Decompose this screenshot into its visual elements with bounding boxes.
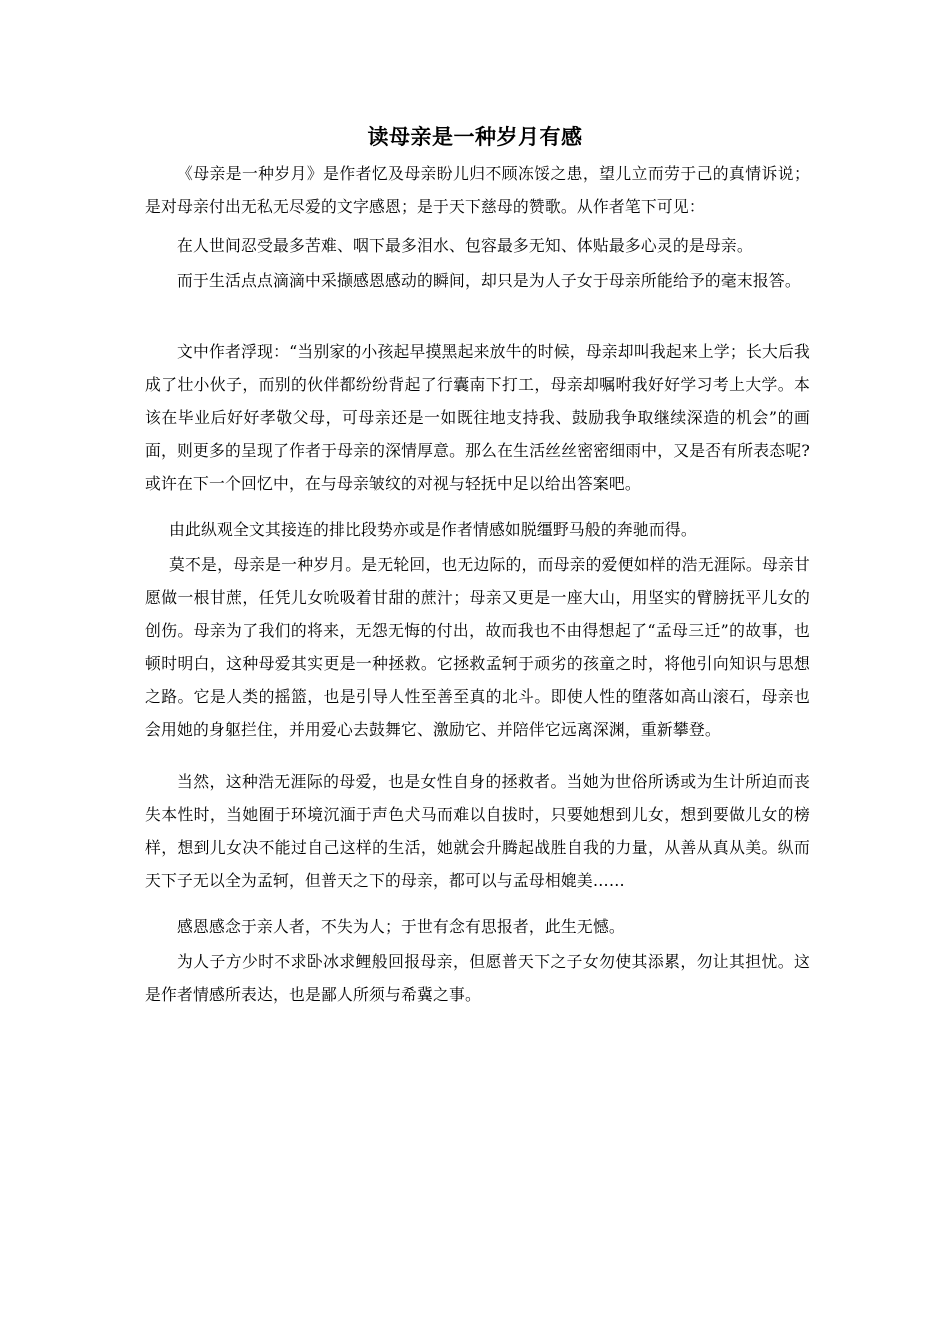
paragraph-6: 莫不是，母亲是一种岁月。是无轮回，也无边际的，而母亲的爱便如样的浩无涯际。母亲甘愿做一根甘蔗，任凭儿女吮吸着甘甜的蔗汁；母亲又更是一座大山，用坚实的臂膀抚平儿女的创伤。母亲为了我们的将来，无怨无悔的付出，故而我也不由得想起了“孟母三迁”的故事，也顿时明白，这种母爱其实更是一种拯救。它拯救孟轲于顽劣的孩童之时，将他引向知识与思想之路。它是人类的摇篮，也是引导人性至善至真的北斗。即使人性的堕落如高山滚石，母亲也会用她的身躯拦住，并用爱心去鼓舞它、激励它、并陪伴它远离深渊，重新攀登。 [145, 555, 810, 739]
paragraph-5: 由此纵观全文其接连的排比段势亦或是作者情感如脱缰野马般的奔驰而得。 [169, 520, 697, 539]
paragraph-7: 当然，这种浩无涯际的母爱，也是女性自身的拯救者。当她为世俗所诱或为生计所迫而丧失本性时，当她囿于环境沉湎于声色犬马而难以自拔时，只要她想到儿女，想到要做儿女的榜样，想到儿女决不能过自己这样的生活，她就会升腾起战胜自我的力量，从善从真从美。纵而天下子无以全为孟轲，但普天之下的母亲，都可以与孟母相媲美…… [145, 772, 810, 890]
paragraph-3: 而于生活点点滴滴中采撷感恩感动的瞬间，却只是为人子女于母亲所能给予的毫末报答。 [177, 271, 801, 290]
document-title: 读母亲是一种岁月有感 [367, 124, 583, 149]
paragraph-4: 文中作者浮现：“当别家的小孩起早摸黑起来放牛的时候，母亲却叫我起来上学；长大后我成了壮小伙子，而别的伙伴都纷纷背起了行囊南下打工，母亲却嘱咐我好好学习考上大学。本该在毕业后好好孝敬父母，可母亲还是一如既往地支持我、鼓励我争取继续深造的机会”的画面，则更多的呈现了作者于母亲的深情厚意。那么在生活丝丝密密细雨中，又是否有所表态呢?或许在下一个回忆中，在与母亲皱纹的对视与轻抚中足以给出答案吧。 [145, 342, 810, 493]
paragraph-9: 为人子方少时不求卧冰求鲤般回报母亲，但愿普天下之子女勿使其添累，勿让其担忧。这是作者情感所表达，也是鄙人所须与希冀之事。 [145, 952, 810, 1004]
paragraph-1: 《母亲是一种岁月》是作者忆及母亲盼儿归不顾冻馁之患，望儿立而劳于己的真情诉说；是对母亲付出无私无尽爱的文字感恩；是于天下慈母的赞歌。从作者笔下可见： [145, 164, 810, 216]
paragraph-8: 感恩感念于亲人者，不失为人；于世有念有思报者，此生无憾。 [177, 917, 625, 936]
paragraph-2: 在人世间忍受最多苦难、咽下最多泪水、包容最多无知、体贴最多心灵的是母亲。 [177, 236, 753, 255]
